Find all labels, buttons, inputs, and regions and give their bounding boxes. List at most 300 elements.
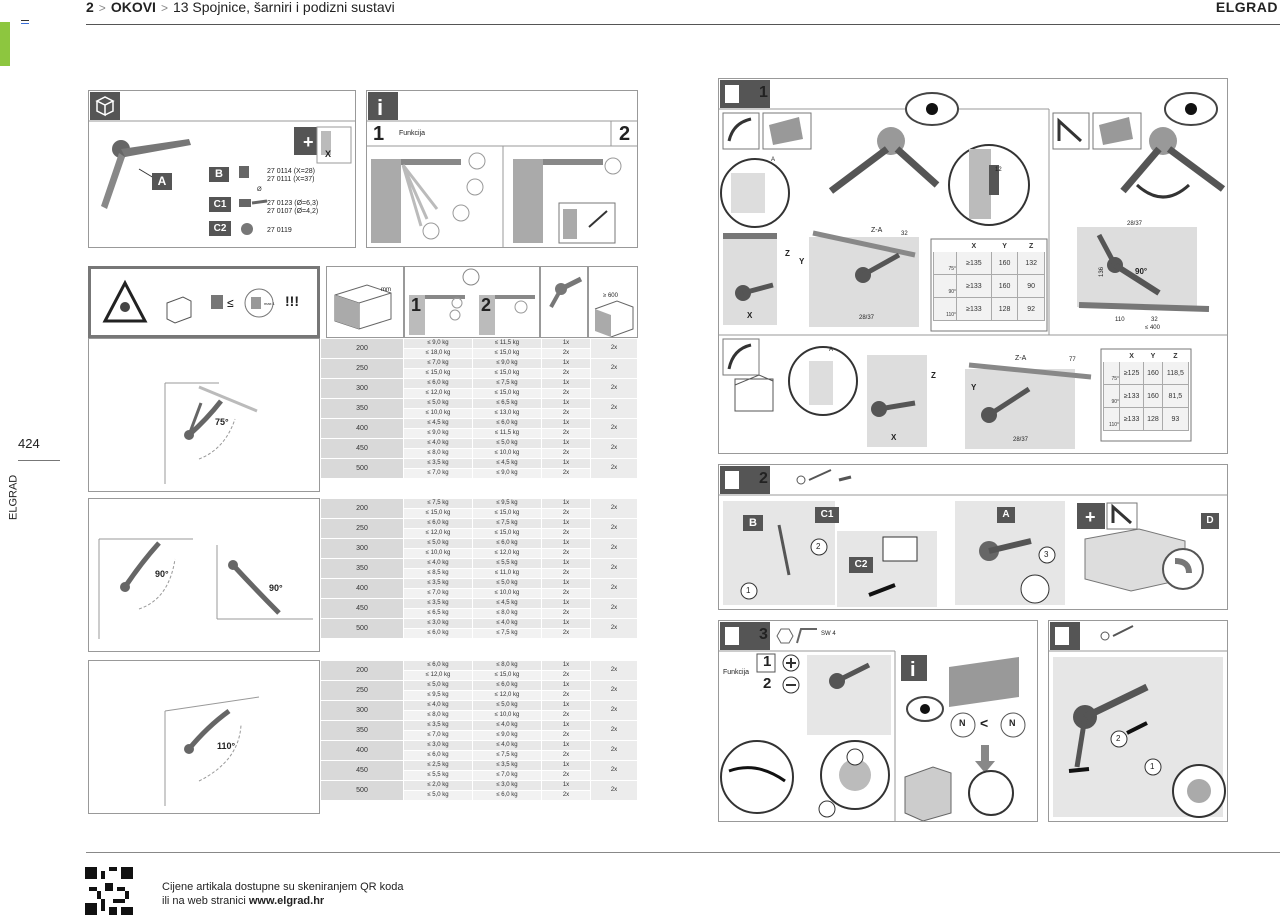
- less-than: <: [980, 715, 989, 731]
- warning-text: !!!: [285, 293, 299, 309]
- quantity-cell: 1x: [542, 519, 591, 529]
- force-1-cell: ≤ 10,0 kg: [404, 549, 473, 559]
- force-2-cell: ≤ 4,5 kg: [473, 599, 542, 609]
- force-1-cell: ≤ 4,0 kg: [404, 701, 473, 711]
- hinge-count-cell: 2x: [591, 701, 638, 721]
- install-step-2-panel: [718, 464, 1228, 610]
- angle-90-illustration: [88, 498, 320, 652]
- table-row: [934, 298, 1045, 321]
- table-row: [934, 252, 1045, 275]
- force-1-cell: ≤ 3,5 kg: [404, 579, 473, 589]
- force-1-cell: ≤ 15,0 kg: [404, 369, 473, 379]
- force-2-cell: ≤ 5,0 kg: [473, 701, 542, 711]
- diameter-label: Ø: [257, 187, 262, 193]
- quantity-cell: 2x: [542, 771, 591, 781]
- force-1-cell: ≤ 3,5 kg: [404, 721, 473, 731]
- quantity-cell: 2x: [542, 349, 591, 359]
- page-header: [86, 0, 1280, 25]
- quantity-cell: 1x: [542, 419, 591, 429]
- force-2-cell: ≤ 10,0 kg: [473, 711, 542, 721]
- label-z-b: Z: [931, 371, 936, 380]
- weight-table-90: [320, 498, 638, 639]
- force-2-cell: ≤ 4,0 kg: [473, 741, 542, 751]
- dim-2837-b: 28/37: [1127, 221, 1143, 227]
- dim-90: 90°: [1135, 267, 1148, 276]
- page-number: 424: [18, 436, 40, 451]
- width-cell: 500: [321, 781, 404, 801]
- table-row: [321, 599, 638, 609]
- table-row: [321, 359, 638, 369]
- force-1-cell: ≤ 5,0 kg: [404, 539, 473, 549]
- quantity-cell: 2x: [542, 671, 591, 681]
- dimension-cell: 92: [1018, 298, 1045, 321]
- force-2-cell: ≤ 15,0 kg: [473, 349, 542, 359]
- dimension-cell: 132: [1018, 252, 1045, 275]
- install-step-1-panel: [718, 78, 1228, 454]
- step-3-number: 3: [759, 626, 768, 643]
- force-1-cell: ≤ 2,0 kg: [404, 781, 473, 791]
- footer-line-1: Cijene artikala dostupne su skeniranjem QR koda: [162, 881, 404, 893]
- table-header: [934, 242, 1045, 252]
- quantity-cell: 2x: [542, 569, 591, 579]
- part-label-a: A: [152, 173, 172, 190]
- label-y-b: Y: [971, 383, 977, 392]
- part-code-b1: 27 0114 (X=28): [267, 168, 315, 175]
- qr-code-icon[interactable]: [85, 867, 133, 915]
- dim-77: 77: [1069, 357, 1076, 363]
- parts-panel: [88, 90, 356, 248]
- sw-label: SW 4: [821, 631, 836, 637]
- quantity-cell: 2x: [542, 751, 591, 761]
- quantity-cell: 1x: [542, 741, 591, 751]
- hinge-count-cell: 2x: [591, 459, 638, 479]
- footer-text: [162, 880, 404, 908]
- force-2-cell: ≤ 5,0 kg: [473, 579, 542, 589]
- table-row: [321, 559, 638, 569]
- quantity-cell: 2x: [542, 691, 591, 701]
- force-2-cell: ≤ 4,0 kg: [473, 619, 542, 629]
- force-1-cell: ≤ 7,0 kg: [404, 359, 473, 369]
- width-cell: 250: [321, 681, 404, 701]
- force-1-cell: ≤ 2,5 kg: [404, 761, 473, 771]
- step4-n1: 1: [1150, 762, 1155, 771]
- svg-text:i: i: [910, 659, 916, 681]
- hinge-count-cell: 2x: [591, 419, 638, 439]
- force-1-cell: ≤ 6,0 kg: [404, 519, 473, 529]
- label-x: X: [747, 311, 753, 320]
- quantity-cell: 1x: [542, 619, 591, 629]
- weight-table-110: [320, 660, 638, 801]
- function-illustration: [367, 91, 637, 247]
- dimension-cell: ≥133: [1120, 408, 1144, 431]
- function-1: 1: [763, 653, 772, 670]
- force-1-cell: ≤ 7,0 kg: [404, 469, 473, 479]
- part-code-c2: 27 0119: [267, 227, 292, 234]
- brand-name: ELGRAD: [1215, 0, 1278, 15]
- angle-cell: 110°: [934, 298, 957, 321]
- table-row: [321, 721, 638, 731]
- table-row: [1104, 362, 1189, 385]
- dimension-table-a: [933, 241, 1045, 321]
- table-row: [321, 761, 638, 771]
- breadcrumb-category[interactable]: OKOVI: [110, 0, 156, 15]
- quantity-cell: 2x: [542, 549, 591, 559]
- table-row: [1104, 385, 1189, 408]
- part-code-c1b: 27 0107 (Ø=4,2): [267, 208, 319, 215]
- width-cell: [588, 266, 638, 338]
- hinge-count-cell: 2x: [591, 339, 638, 359]
- width-cell: 500: [321, 619, 404, 639]
- force-1-cell: ≤ 9,5 kg: [404, 691, 473, 701]
- flap-icon: [723, 113, 759, 149]
- footer-line-2: ili na web stranici: [162, 895, 249, 907]
- force-1-cell: ≤ 10,0 kg: [404, 409, 473, 419]
- hinge-count-cell: 2x: [591, 379, 638, 399]
- force-2-cell: ≤ 5,5 kg: [473, 559, 542, 569]
- step4-n2: 2: [1116, 734, 1121, 743]
- force-2-cell: ≤ 8,0 kg: [473, 609, 542, 619]
- force-1-cell: ≤ 12,0 kg: [404, 671, 473, 681]
- force-1-cell: ≤ 9,0 kg: [404, 429, 473, 439]
- force-2-cell: ≤ 15,0 kg: [473, 509, 542, 519]
- force-2-cell: ≤ 15,0 kg: [473, 529, 542, 539]
- table-row: [321, 519, 638, 529]
- min-width-label: ≥ 600: [603, 293, 618, 299]
- quantity-cell: 1x: [542, 661, 591, 671]
- accent-bar: [0, 22, 10, 66]
- door-dimension-cell: [326, 266, 404, 338]
- angle-label-110: 110°: [217, 741, 236, 751]
- part-label-b: B: [209, 167, 229, 182]
- dimension-cell: 128: [991, 298, 1018, 321]
- force-1-cell: ≤ 5,0 kg: [404, 791, 473, 801]
- force-2-cell: ≤ 9,5 kg: [473, 499, 542, 509]
- force-1-cell: ≤ 8,0 kg: [404, 449, 473, 459]
- hinge-count-cell: 2x: [591, 721, 638, 741]
- force-header-cell: [404, 266, 540, 338]
- function-step-2: 2: [619, 123, 631, 145]
- table-row: [321, 339, 638, 349]
- force-1-cell: ≤ 7,0 kg: [404, 731, 473, 741]
- force-1-cell: ≤ 3,5 kg: [404, 599, 473, 609]
- force-2-cell: ≤ 6,0 kg: [473, 791, 542, 801]
- dimension-cell: 90: [1018, 275, 1045, 298]
- website-link[interactable]: www.elgrad.hr: [248, 895, 325, 907]
- angle-cell: 90°: [1104, 385, 1120, 408]
- hinge-count-cell: 2x: [591, 681, 638, 701]
- dimension-cell: 93: [1162, 408, 1188, 431]
- angle-cell: 110°: [1104, 408, 1120, 431]
- quantity-cell: 1x: [542, 761, 591, 771]
- hinge-count-cell: 2x: [591, 761, 638, 781]
- force-2-cell: ≤ 7,5 kg: [473, 751, 542, 761]
- force-2-cell: ≤ 11,5 kg: [473, 339, 542, 349]
- step2-label-d: D: [1201, 513, 1219, 529]
- n-label-b: N: [1009, 718, 1016, 728]
- force-2-cell: ≤ 10,0 kg: [473, 449, 542, 459]
- mm-label: mm: [381, 287, 391, 293]
- width-cell: 300: [321, 379, 404, 399]
- angle-cell: 75°: [934, 252, 957, 275]
- width-cell: 400: [321, 741, 404, 761]
- quantity-cell: 1x: [542, 781, 591, 791]
- menu-icon[interactable]: [21, 20, 29, 27]
- angle-label-90: 90°: [155, 569, 169, 579]
- force-2-cell: ≤ 10,0 kg: [473, 589, 542, 599]
- quantity-cell: 1x: [542, 681, 591, 691]
- force-1-cell: ≤ 5,0 kg: [404, 399, 473, 409]
- function-label-3: Funkcija: [723, 669, 750, 676]
- install-step-3-panel: [718, 620, 1038, 822]
- quantity-cell: 2x: [542, 389, 591, 399]
- table-row: [321, 439, 638, 449]
- dim-2837-c: 28/37: [1013, 437, 1029, 443]
- function-2: 2: [763, 675, 772, 692]
- column-header: Y: [1144, 352, 1163, 362]
- force-1-cell: ≤ 12,0 kg: [404, 389, 473, 399]
- dim-32: 32: [901, 231, 908, 237]
- quantity-cell: 2x: [542, 791, 591, 801]
- width-cell: 250: [321, 519, 404, 539]
- force-step-2: 2: [481, 295, 492, 315]
- dim-2837: 28/37: [859, 315, 875, 321]
- force-1-cell: ≤ 8,5 kg: [404, 569, 473, 579]
- force-1-cell: ≤ 3,5 kg: [404, 459, 473, 469]
- quantity-cell: 1x: [542, 721, 591, 731]
- hinge-count-cell: 2x: [591, 399, 638, 419]
- force-1-cell: ≤ 4,0 kg: [404, 439, 473, 449]
- max-label: max 1: [264, 301, 275, 306]
- quantity-cell: 1x: [542, 539, 591, 549]
- table-row: [321, 499, 638, 509]
- force-1-cell: ≤ 6,5 kg: [404, 609, 473, 619]
- quantity-cell: 2x: [542, 409, 591, 419]
- force-2-cell: ≤ 3,0 kg: [473, 781, 542, 791]
- step2-label-b: B: [743, 515, 763, 531]
- table-row: [321, 681, 638, 691]
- svg-text:+: +: [303, 132, 314, 152]
- force-2-cell: ≤ 5,0 kg: [473, 439, 542, 449]
- hinge-count-cell: 2x: [591, 499, 638, 519]
- chevron-right-icon: >: [160, 1, 168, 15]
- angle-cell: 90°: [934, 275, 957, 298]
- column-header: X: [1120, 352, 1144, 362]
- force-2-cell: ≤ 13,0 kg: [473, 409, 542, 419]
- part-label-c1: C1: [209, 197, 231, 212]
- hinge-icon: [211, 295, 223, 309]
- width-cell: 300: [321, 539, 404, 559]
- force-2-cell: ≤ 4,5 kg: [473, 459, 542, 469]
- screw-icon: [797, 476, 805, 484]
- hinge-count-cell: 2x: [591, 539, 638, 559]
- step2-label-c1: C1: [815, 507, 839, 523]
- n-label: N: [959, 718, 966, 728]
- hinge-count-cell: 2x: [591, 579, 638, 599]
- step2-n2: 2: [816, 542, 821, 551]
- dimension-cell: ≥133: [957, 275, 992, 298]
- hinge-count-cell: 2x: [591, 359, 638, 379]
- force-1-cell: ≤ 6,0 kg: [404, 751, 473, 761]
- dimension-table-b: [1103, 351, 1189, 431]
- force-1-cell: ≤ 3,0 kg: [404, 619, 473, 629]
- force-2-cell: ≤ 15,0 kg: [473, 671, 542, 681]
- table-row: [321, 781, 638, 791]
- quantity-cell: 1x: [542, 579, 591, 589]
- width-cell: 450: [321, 599, 404, 619]
- hinge-count-cell: 2x: [591, 661, 638, 681]
- dimension-cell: 160: [1144, 362, 1163, 385]
- width-cell: 200: [321, 499, 404, 519]
- force-1-cell: ≤ 15,0 kg: [404, 509, 473, 519]
- force-1-cell: ≤ 7,0 kg: [404, 589, 473, 599]
- label-z: Z: [785, 249, 790, 258]
- table-row: [934, 275, 1045, 298]
- label-x-b: X: [891, 433, 897, 442]
- force-step-1: 1: [411, 295, 422, 315]
- force-2-cell: ≤ 11,0 kg: [473, 569, 542, 579]
- force-1-cell: ≤ 18,0 kg: [404, 349, 473, 359]
- force-2-cell: ≤ 7,5 kg: [473, 629, 542, 639]
- step-2-number: 2: [759, 470, 768, 487]
- quantity-cell: 2x: [542, 529, 591, 539]
- force-2-cell: ≤ 15,0 kg: [473, 369, 542, 379]
- warning-panel: [88, 266, 320, 338]
- dim-136: 136: [1099, 266, 1106, 278]
- quantity-cell: 2x: [542, 609, 591, 619]
- install-step-4-panel: [1048, 620, 1228, 822]
- quantity-cell: 1x: [542, 599, 591, 609]
- force-1-cell: ≤ 4,0 kg: [404, 559, 473, 569]
- column-header: Z: [1018, 242, 1045, 252]
- quantity-cell: 1x: [542, 559, 591, 569]
- label-a: A: [771, 157, 776, 163]
- footer-divider: [86, 852, 1280, 853]
- hinge-count-cell: 2x: [591, 619, 638, 639]
- table-row: [1104, 408, 1189, 431]
- force-2-cell: ≤ 9,0 kg: [473, 469, 542, 479]
- force-1-cell: ≤ 3,0 kg: [404, 741, 473, 751]
- hinge-count-cell: [540, 266, 588, 338]
- table-row: [321, 741, 638, 751]
- hinge-count-cell: 2x: [591, 519, 638, 539]
- quantity-cell: 1x: [542, 439, 591, 449]
- force-2-cell: ≤ 4,0 kg: [473, 721, 542, 731]
- force-2-cell: ≤ 6,0 kg: [473, 419, 542, 429]
- step2-n3: 3: [1044, 550, 1049, 559]
- width-cell: 450: [321, 439, 404, 459]
- table-row: [321, 701, 638, 711]
- label-a-b: A: [829, 347, 834, 353]
- table-row: [321, 579, 638, 589]
- dimension-cell: ≥133: [957, 298, 992, 321]
- info-icon: i: [377, 95, 384, 120]
- width-cell: 200: [321, 339, 404, 359]
- quantity-cell: 2x: [542, 429, 591, 439]
- width-cell: 350: [321, 399, 404, 419]
- dimension-cell: ≥133: [1120, 385, 1144, 408]
- force-1-cell: ≤ 6,0 kg: [404, 661, 473, 671]
- dim-32b: 32: [1151, 317, 1158, 323]
- force-1-cell: ≤ 12,0 kg: [404, 529, 473, 539]
- dimension-cell: 128: [1144, 408, 1163, 431]
- table-header: [1104, 352, 1189, 362]
- dim-110: 110: [1115, 317, 1125, 323]
- force-1-cell: ≤ 4,5 kg: [404, 419, 473, 429]
- force-2-cell: ≤ 12,0 kg: [473, 549, 542, 559]
- force-2-cell: ≤ 7,5 kg: [473, 519, 542, 529]
- dimension-cell: 160: [991, 252, 1018, 275]
- quantity-cell: 2x: [542, 509, 591, 519]
- quantity-cell: 2x: [542, 369, 591, 379]
- quantity-cell: 2x: [542, 449, 591, 459]
- dimension-cell: 160: [991, 275, 1018, 298]
- angle-cell: 75°: [1104, 362, 1120, 385]
- dimension-cell: 160: [1144, 385, 1163, 408]
- hinge-count-cell: 2x: [591, 439, 638, 459]
- angle-75-illustration: [88, 338, 320, 492]
- force-2-cell: ≤ 6,0 kg: [473, 539, 542, 549]
- dimension-cell: ≥135: [957, 252, 992, 275]
- part-label-c2: C2: [209, 221, 231, 236]
- width-cell: 350: [321, 721, 404, 741]
- breadcrumb-page[interactable]: 2: [86, 0, 94, 15]
- dimension-cell: 81,5: [1162, 385, 1188, 408]
- quantity-cell: 2x: [542, 711, 591, 721]
- force-1-cell: ≤ 5,5 kg: [404, 771, 473, 781]
- width-cell: 400: [321, 419, 404, 439]
- quantity-cell: 2x: [542, 629, 591, 639]
- force-2-cell: ≤ 15,0 kg: [473, 389, 542, 399]
- width-cell: 500: [321, 459, 404, 479]
- function-step-1: 1: [373, 123, 385, 145]
- step2-label-a: A: [997, 507, 1015, 523]
- step-1-number: 1: [759, 84, 768, 101]
- dimension-cell: 118,5: [1162, 362, 1188, 385]
- dim-12: 12: [995, 167, 1002, 173]
- force-2-cell: ≤ 7,5 kg: [473, 379, 542, 389]
- table-row: [321, 419, 638, 429]
- force-2-cell: ≤ 8,0 kg: [473, 661, 542, 671]
- dim-400: ≤ 400: [1145, 325, 1160, 331]
- function-info-panel: [366, 90, 638, 248]
- screwdriver-icon: [809, 470, 831, 480]
- column-header: X: [957, 242, 992, 252]
- sidebar-divider: [18, 460, 60, 461]
- force-1-cell: ≤ 6,0 kg: [404, 379, 473, 389]
- label-za: Z-A: [871, 227, 883, 234]
- brand-vertical: ELGRAD: [7, 474, 20, 520]
- table-row: [321, 399, 638, 409]
- angle-110-illustration: [88, 660, 320, 814]
- width-cell: 400: [321, 579, 404, 599]
- svg-text:≤: ≤: [227, 296, 234, 310]
- part-code-c1a: 27 0123 (Ø=6,3): [267, 200, 319, 207]
- force-2-cell: ≤ 9,0 kg: [473, 731, 542, 741]
- quantity-cell: 1x: [542, 379, 591, 389]
- quantity-cell: 1x: [542, 459, 591, 469]
- breadcrumb-section[interactable]: 13 Spojnice, šarniri i podizni sustavi: [172, 0, 395, 15]
- quantity-cell: 1x: [542, 499, 591, 509]
- table-row: [321, 619, 638, 629]
- hinge-count-cell: 2x: [591, 741, 638, 761]
- quantity-cell: 2x: [542, 589, 591, 599]
- quantity-cell: 2x: [542, 469, 591, 479]
- dimension-cell: ≥125: [1120, 362, 1144, 385]
- table-row: [321, 661, 638, 671]
- force-2-cell: ≤ 12,0 kg: [473, 691, 542, 701]
- table-row: [321, 459, 638, 469]
- force-1-cell: ≤ 6,0 kg: [404, 629, 473, 639]
